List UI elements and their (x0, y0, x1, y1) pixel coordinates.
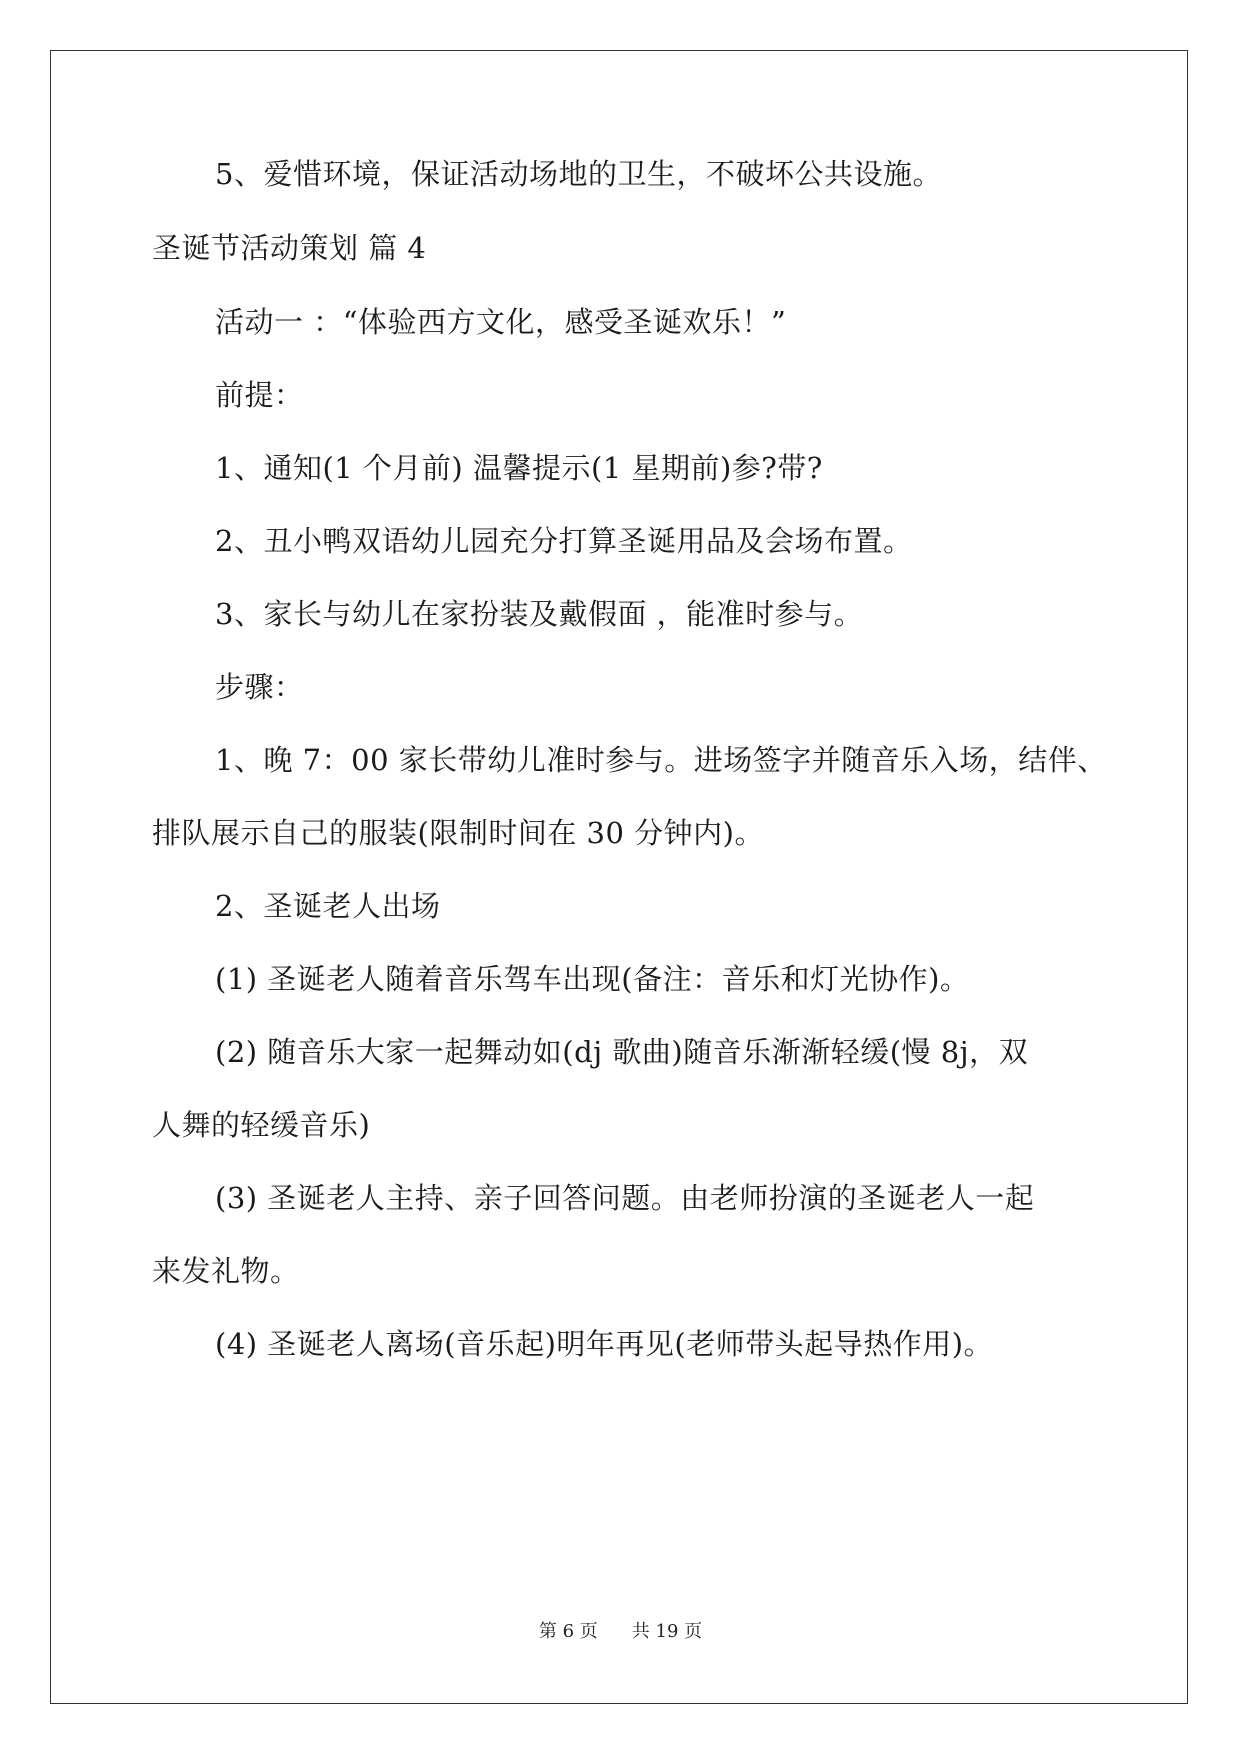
page-footer (0, 1620, 1241, 1644)
premise-item-1: 1、通知(1 个月前) 温馨提示(1 星期前)参?带? (215, 451, 823, 485)
step-2-sub-3-line-1: (3) 圣诞老人主持、亲子回答问题。由老师扮演的圣诞老人一起 (215, 1181, 1035, 1215)
premise-item-2: 2、丑小鸭双语幼儿园充分打算圣诞用品及会场布置。 (215, 524, 913, 558)
step-2-sub-4: (4) 圣诞老人离场(音乐起)明年再见(老师带头起导热作用)。 (215, 1327, 994, 1361)
page-number: 第 6 页 (538, 1621, 598, 1642)
premise-heading: 前提： (215, 378, 304, 412)
premise-item-3: 3、家长与幼儿在家扮装及戴假面 ，能准时参与。 (215, 597, 864, 631)
page-border (50, 50, 1188, 1704)
paragraph-rule-5: 5、爱惜环境，保证活动场地的卫生，不破坏公共设施。 (215, 157, 942, 191)
step-1-line-2: 排队展示自己的服装(限制时间在 30 分钟内)。 (152, 816, 764, 850)
steps-heading: 步骤： (215, 670, 304, 704)
step-2-sub-2-line-1: (2) 随音乐大家一起舞动如(dj 歌曲)随音乐渐渐轻缓(慢 8j，双 (215, 1035, 1029, 1069)
section-heading: 圣诞节活动策划 篇 4 (152, 231, 427, 265)
page-total: 共 19 页 (631, 1621, 703, 1642)
activity-title: 活动一 ：“体验西方文化，感受圣诞欢乐！” (215, 305, 787, 339)
step-2-sub-2-line-2: 人舞的轻缓音乐) (152, 1108, 371, 1142)
step-2-sub-1: (1) 圣诞老人随着音乐驾车出现(备注：音乐和灯光协作)。 (215, 962, 970, 996)
step-2: 2、圣诞老人出场 (215, 889, 441, 923)
step-1-line-1: 1、晚 7：00 家长带幼儿准时参与。进场签字并随音乐入场，结伴、 (215, 743, 1107, 777)
step-2-sub-3-line-2: 来发礼物。 (152, 1254, 300, 1288)
